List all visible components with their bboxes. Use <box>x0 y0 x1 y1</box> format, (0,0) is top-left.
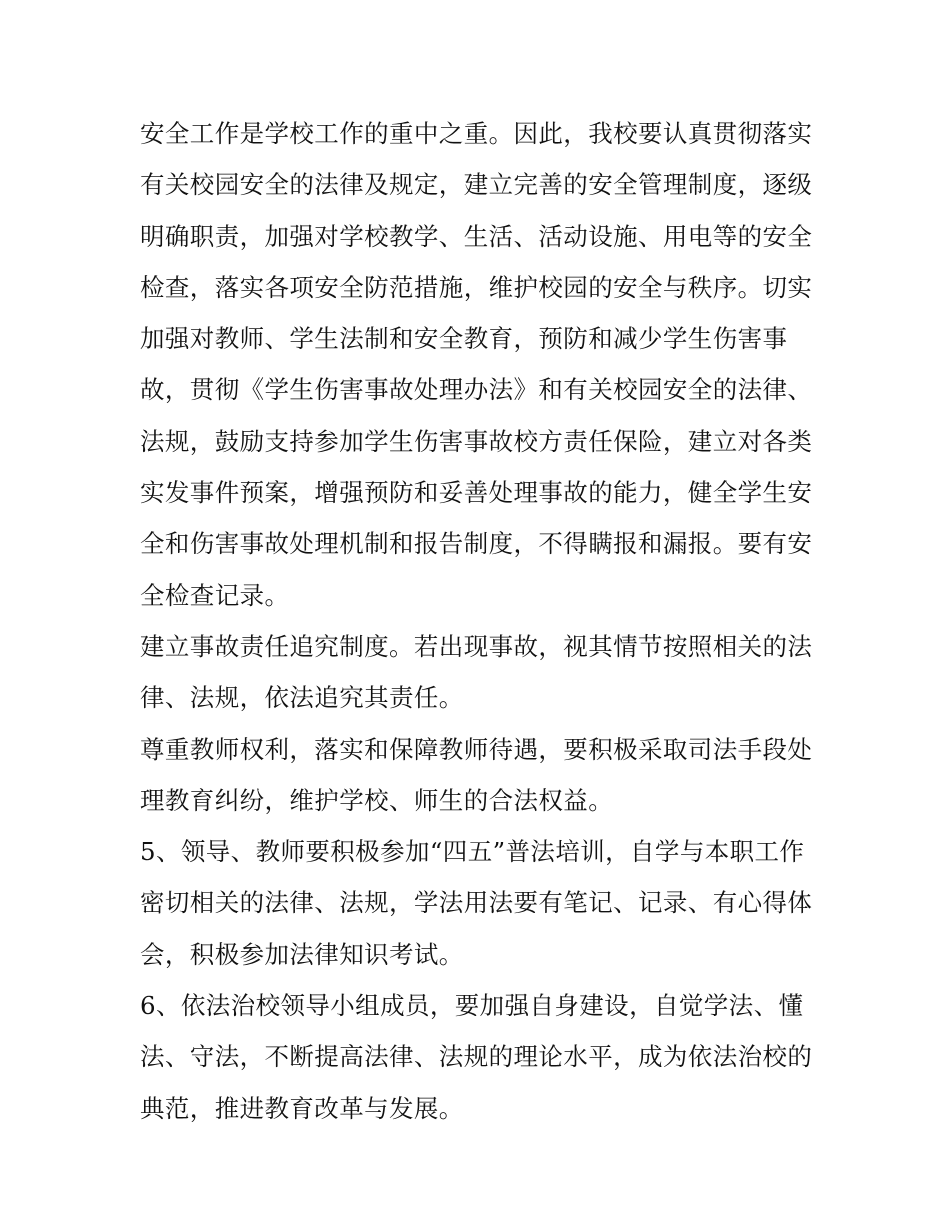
text-line: 全和伤害事故处理机制和报告制度，不得瞒报和漏报。要有安 <box>140 529 813 559</box>
document-body <box>140 108 814 1134</box>
text-line: 安全工作是学校工作的重中之重。因此，我校要认真贯彻落实 <box>140 119 813 148</box>
text-line: 明确职责，加强对学校教学、生活、活动设施、用电等的安全 <box>140 221 813 251</box>
text-line: 加强对教师、学生法制和安全教育，预防和减少学生伤害事 <box>140 324 788 354</box>
text-line: 尊重教师权利，落实和保障教师待遇，要积极采取司法手段处 <box>140 734 813 764</box>
text-line: 建立事故责任追究制度。若出现事故，视其情节按照相关的法 <box>140 631 813 661</box>
paragraph-teacher-rights <box>140 724 814 827</box>
text-line: 密切相关的法律、法规，学法用法要有笔记、记录、有心得体 <box>140 888 813 918</box>
text-line: 法规，鼓励支持参加学生伤害事故校方责任保险，建立对各类 <box>140 426 813 456</box>
paragraph-safety-work <box>140 108 814 621</box>
paragraph-item-6 <box>140 980 814 1134</box>
text-line: 检查，落实各项安全防范措施，维护校园的安全与秩序。切实 <box>140 272 813 302</box>
text-line: 6、依法治校领导小组成员，要加强自身建设，自觉学法、懂 <box>140 991 804 1021</box>
text-line: 会，积极参加法律知识考试。 <box>140 939 464 969</box>
text-line: 律、法规，依法追究其责任。 <box>140 683 464 713</box>
text-line: 实发事件预案，增强预防和妥善处理事故的能力，健全学生安 <box>140 478 813 508</box>
text-line: 法、守法，不断提高法律、法规的理论水平，成为依法治校的 <box>140 1042 813 1072</box>
text-line: 典范，推进教育改革与发展。 <box>140 1093 464 1123</box>
paragraph-item-5 <box>140 826 814 980</box>
text-line: 5、领导、教师要积极参加“四五”普法培训，自学与本职工作 <box>140 837 805 867</box>
text-line: 全检查记录。 <box>140 580 290 610</box>
text-line: 理教育纠纷，维护学校、师生的合法权益。 <box>140 785 614 815</box>
text-line: 有关校园安全的法律及规定，建立完善的安全管理制度，逐级 <box>140 170 813 200</box>
paragraph-accountability <box>140 621 814 724</box>
text-line: 故，贯彻《学生伤害事故处理办法》和有关校园安全的法律、 <box>140 375 813 405</box>
